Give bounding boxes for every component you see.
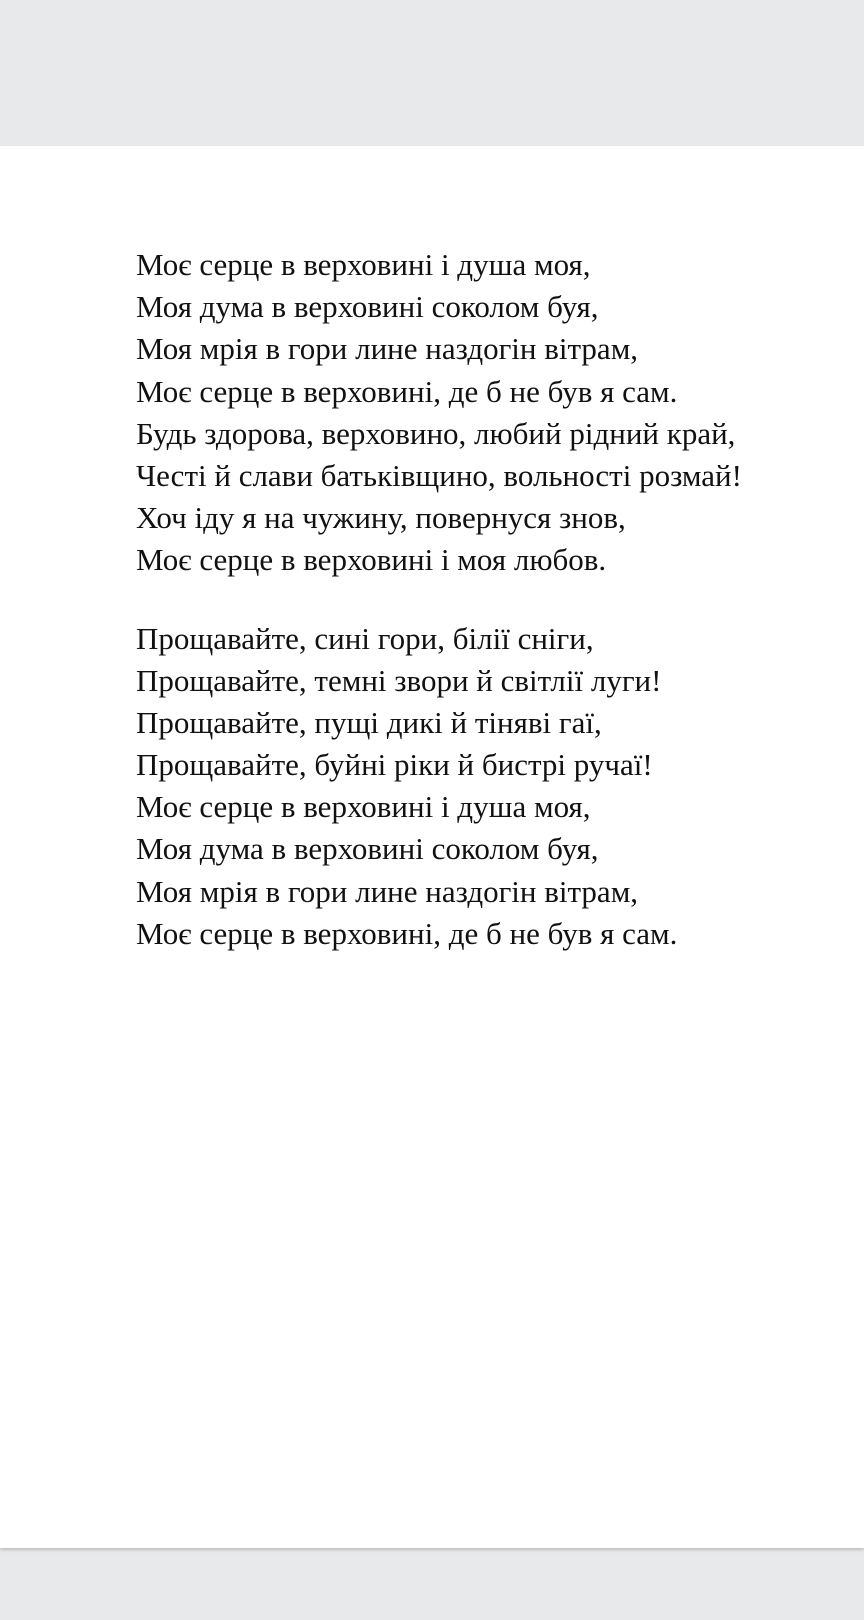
poem-line: Честі й слави батьківщино, вольності розмай! xyxy=(136,457,742,493)
poem-line: Моя мрія в гори лине наздогін вітрам, xyxy=(136,873,639,909)
document-page xyxy=(0,146,864,1548)
poem-text xyxy=(136,244,856,955)
poem-line: Моє серце в верховині і душа моя, xyxy=(136,789,591,825)
stanza-1 xyxy=(136,244,856,582)
poem-line: Прощавайте, темні звори й світлії луги! xyxy=(136,662,662,698)
poem-line: Моє серце в верховині, де б не був я сам. xyxy=(136,915,678,951)
poem-line: Моє серце в верховині і моя любов. xyxy=(136,542,607,578)
stanza-2 xyxy=(136,618,856,956)
poem-line: Прощавайте, сині гори, білії сніги, xyxy=(136,620,594,656)
poem-line: Моя дума в верховині соколом буя, xyxy=(136,289,599,325)
poem-line: Будь здорова, верховино, любий рідний край, xyxy=(136,415,736,451)
poem-line: Моє серце в верховині, де б не був я сам. xyxy=(136,373,678,409)
poem-line: Хоч іду я на чужину, повернуся знов, xyxy=(136,500,626,536)
poem-line: Моя дума в верховині соколом буя, xyxy=(136,831,599,867)
poem-line: Моя мрія в гори лине наздогін вітрам, xyxy=(136,331,639,367)
poem-line: Прощавайте, пущі дикі й тіняві гаї, xyxy=(136,704,602,740)
poem-line: Прощавайте, буйні ріки й бистрі ручаї! xyxy=(136,747,653,783)
poem-line: Моє серце в верховині і душа моя, xyxy=(136,247,591,282)
